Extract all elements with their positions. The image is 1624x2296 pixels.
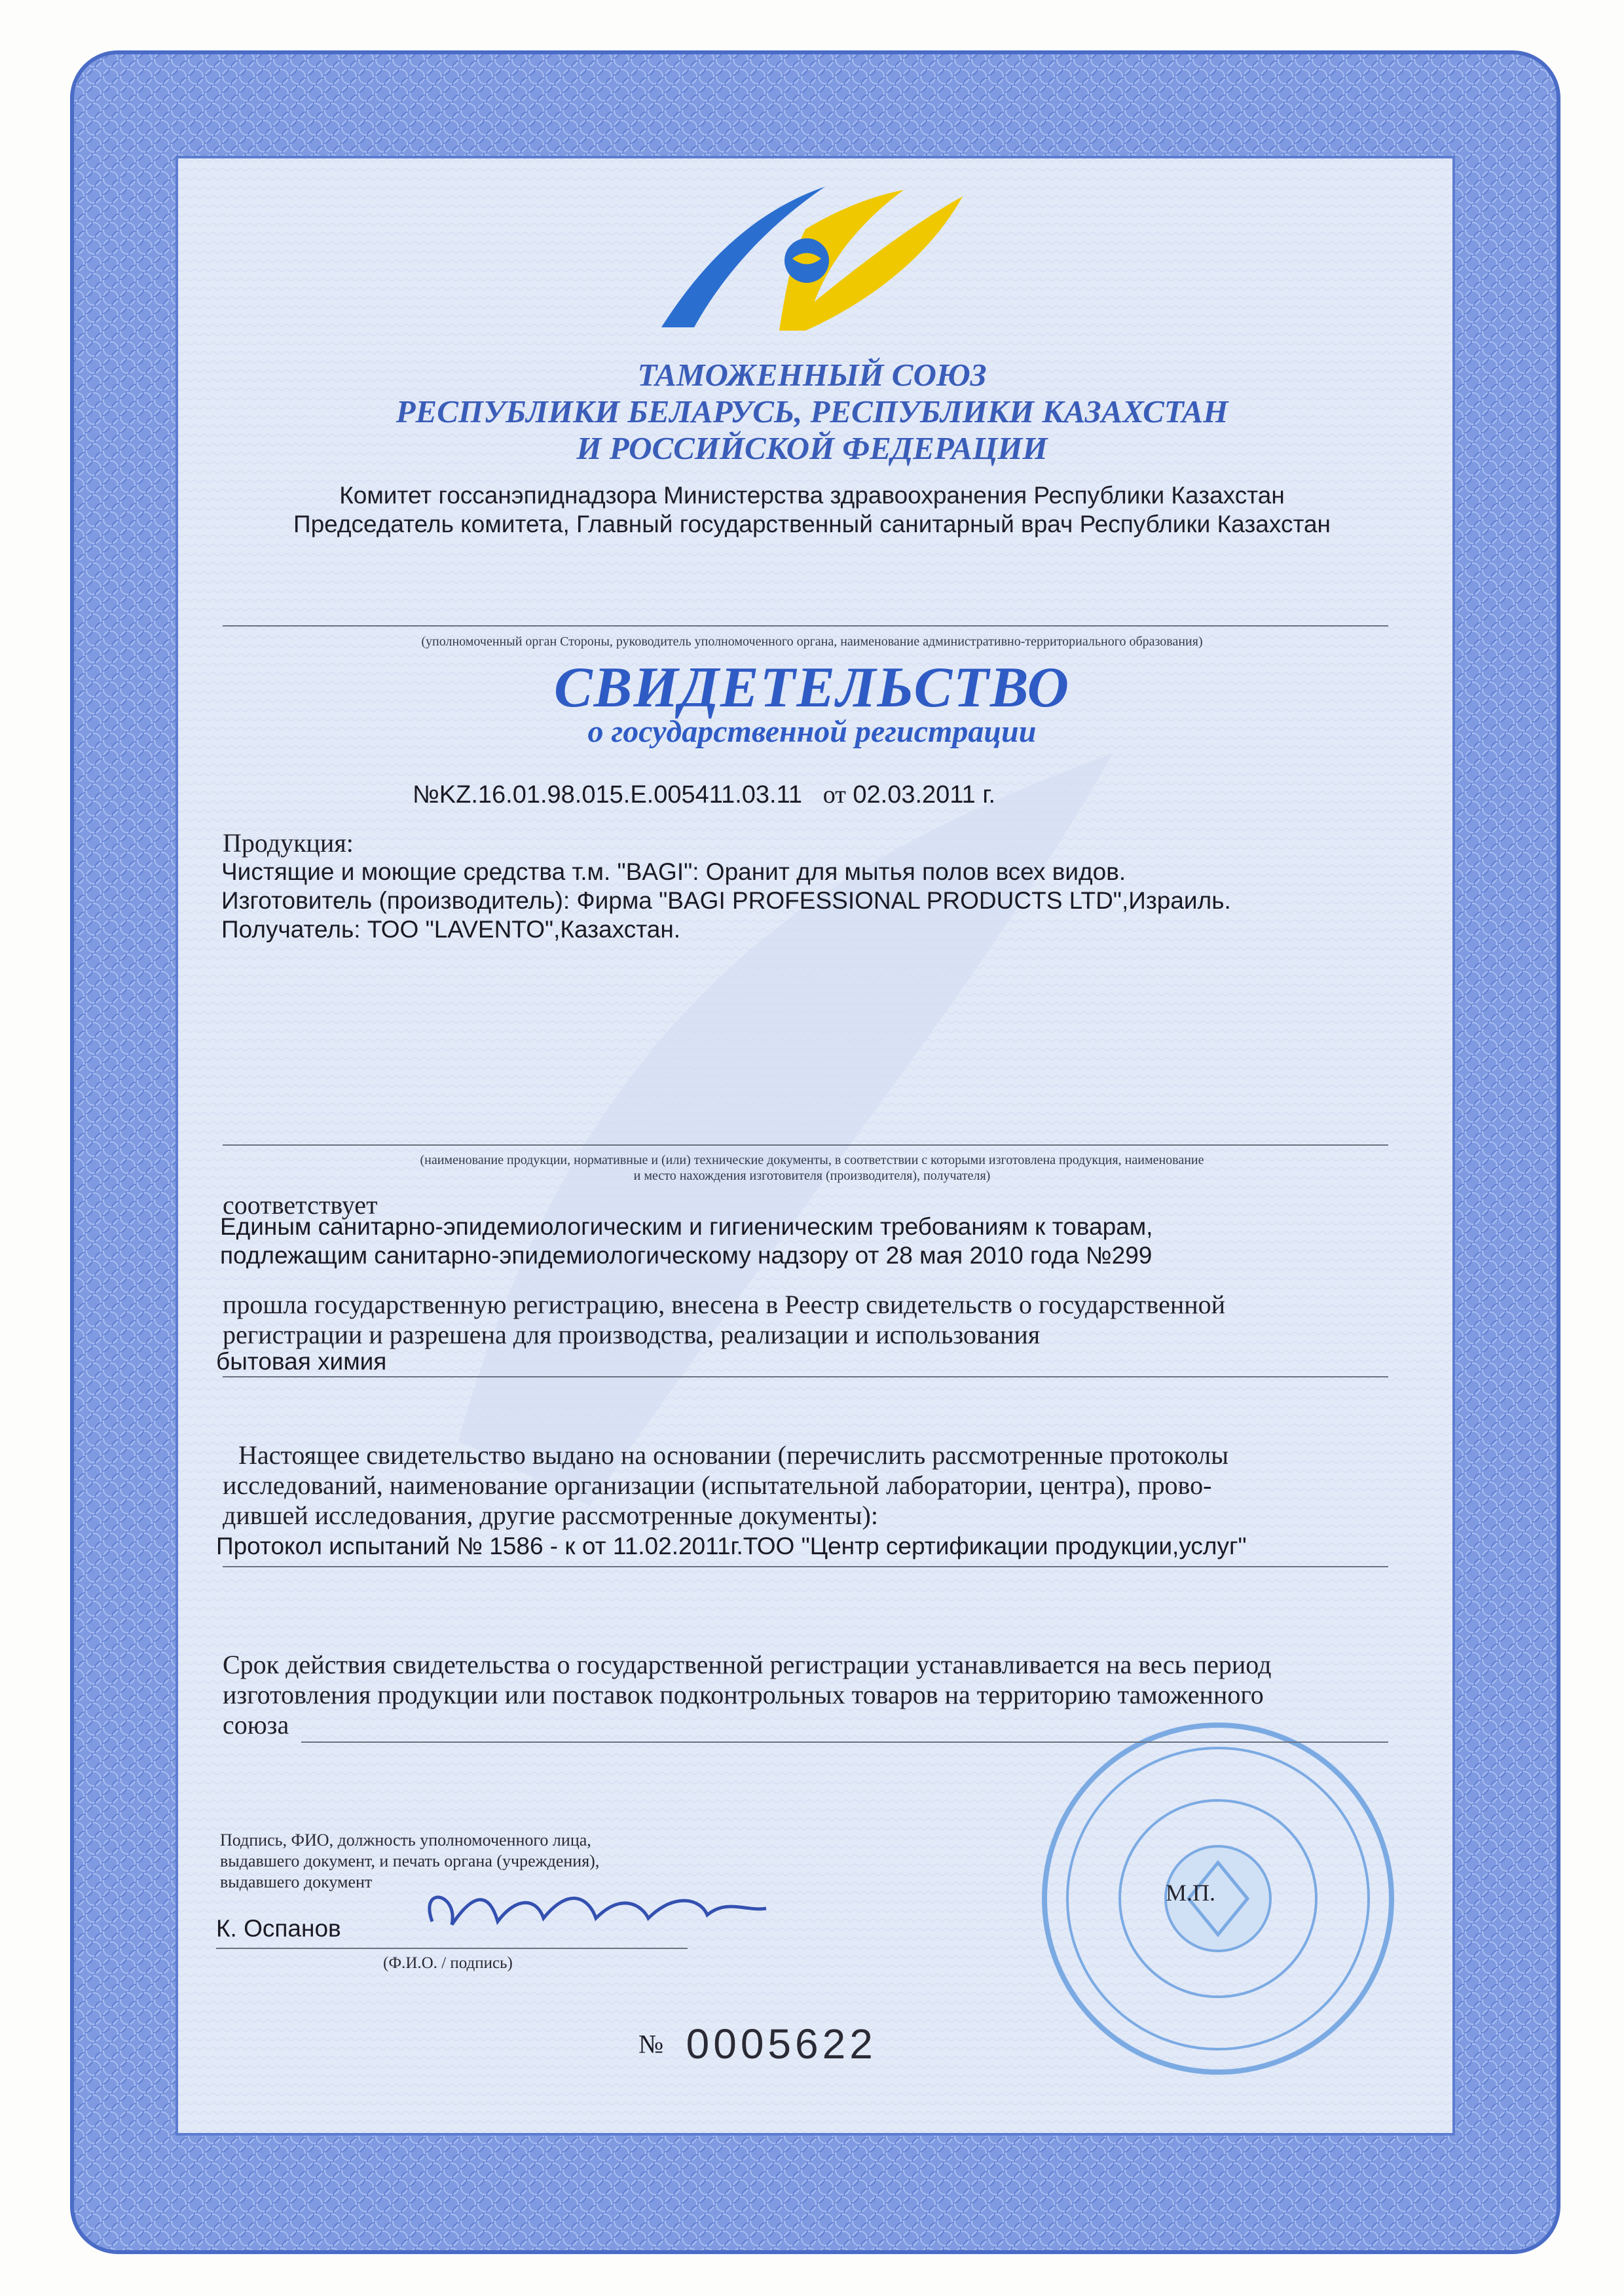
product-line-2: Изготовитель (производитель): Фирма "BAGI PROFESSIONAL PRODUCTS LTD",Израиль. [221,887,1231,914]
authority-caption: (уполномоченный орган Стороны, руководитель уполномоченного органа, наименование административно-территориального образования) [421,634,1203,649]
number-prefix: № [413,781,439,809]
authority-block [196,481,1428,539]
registration-statement [223,1290,1434,1350]
basis-line-1: Настоящее свидетельство выдано на основании (перечислить рассмотренные протоколы [238,1440,1229,1470]
product-line-3: Получатель: ТОО "LAVENTO",Казахстан. [221,916,681,943]
conforms-line-2: подлежащим санитарно-эпидемиологическому надзору от 28 мая 2010 года №299 [220,1242,1153,1269]
validity-line-3: союза [223,1710,289,1740]
product-caption [196,1152,1428,1184]
date-prefix: от [822,781,846,809]
registration-number: KZ.16.01.98.015.E.005411.03.11 [439,781,803,809]
signer-name: К. Оспанов [216,1915,341,1942]
validity-line-1: Срок действия свидетельства о государственной регистрации устанавливается на весь период [223,1650,1272,1679]
registration-number-row [413,780,995,809]
usage-field: бытовая химия [216,1348,387,1375]
protocol-line: Протокол испытаний № 1586 - к от 11.02.2011г.ТОО "Центр сертификации продукции,услуг" [216,1533,1247,1559]
union-header-line-1: ТАМОЖЕННЫЙ СОЮЗ [637,357,987,393]
product-line-1: Чистящие и моющие средства т.м. "BAGI": Оранит для мытья полов всех видов. [221,858,1126,885]
validity-block [223,1650,1434,1740]
authority-line-2: Председатель комитета, Главный государственный санитарный врач Республики Казахстан [293,511,1331,538]
registration-line-1: прошла государственную регистрацию, внесена в Реестр свидетельств о государственной [223,1290,1226,1319]
product-caption-line-2: и место нахождения изготовителя (производителя), получателя) [633,1169,991,1183]
stamp-place-label: М.П. [1166,1880,1216,1906]
conforms-line-1: Единым санитарно-эпидемиологическим и гигиеническим требованиям к товарам, [220,1213,1153,1240]
product-label: Продукция: [223,828,354,858]
union-header [196,357,1428,467]
signature-note-line-2: выдавшего документ, и печать органа (учреждения), [220,1851,600,1870]
registration-line-2: регистрации и разрешена для производства, реализации и использования [223,1320,1041,1349]
product-caption-line-1: (наименование продукции, нормативные и (или) технические документы, в соответствии с которыми изготовлена продукция, наименование [420,1153,1204,1167]
blank-number-prefix: № [638,2029,664,2059]
authority-line-1: Комитет госсанэпиднадзора Министерства здравоохранения Республики Казахстан [339,482,1285,509]
certificate-subtitle: о государственной регистрации [587,714,1037,749]
conforms-block [220,1212,1431,1270]
validity-line-2: изготовления продукции или поставок подконтрольных товаров на территорию таможенного [223,1680,1264,1709]
basis-block [223,1440,1434,1531]
certificate-title: СВИДЕТЕЛЬСТВО [553,656,1071,720]
basis-line-3: дившей исследования, другие рассмотренные документы): [223,1501,878,1530]
signature-note [220,1830,599,1893]
signature-caption: (Ф.И.О. / подпись) [383,1954,513,1972]
conforms-label: соответствует [223,1190,378,1220]
blank-number: 0005622 [686,2020,877,2068]
product-block [221,858,1433,944]
signature-note-line-3: выдавшего документ [220,1872,373,1891]
basis-line-2: исследований, наименование организации (испытательной лаборатории, центра), прово- [223,1470,1212,1500]
blank-number-row [638,2020,877,2068]
union-header-line-3: И РОССИЙСКОЙ ФЕДЕРАЦИИ [576,430,1048,466]
signature-note-line-1: Подпись, ФИО, должность уполномоченного лица, [220,1831,591,1850]
registration-date: 02.03.2011 г. [853,781,996,809]
union-header-line-2: РЕСПУБЛИКИ БЕЛАРУСЬ, РЕСПУБЛИКИ КАЗАХСТАН [396,393,1228,429]
